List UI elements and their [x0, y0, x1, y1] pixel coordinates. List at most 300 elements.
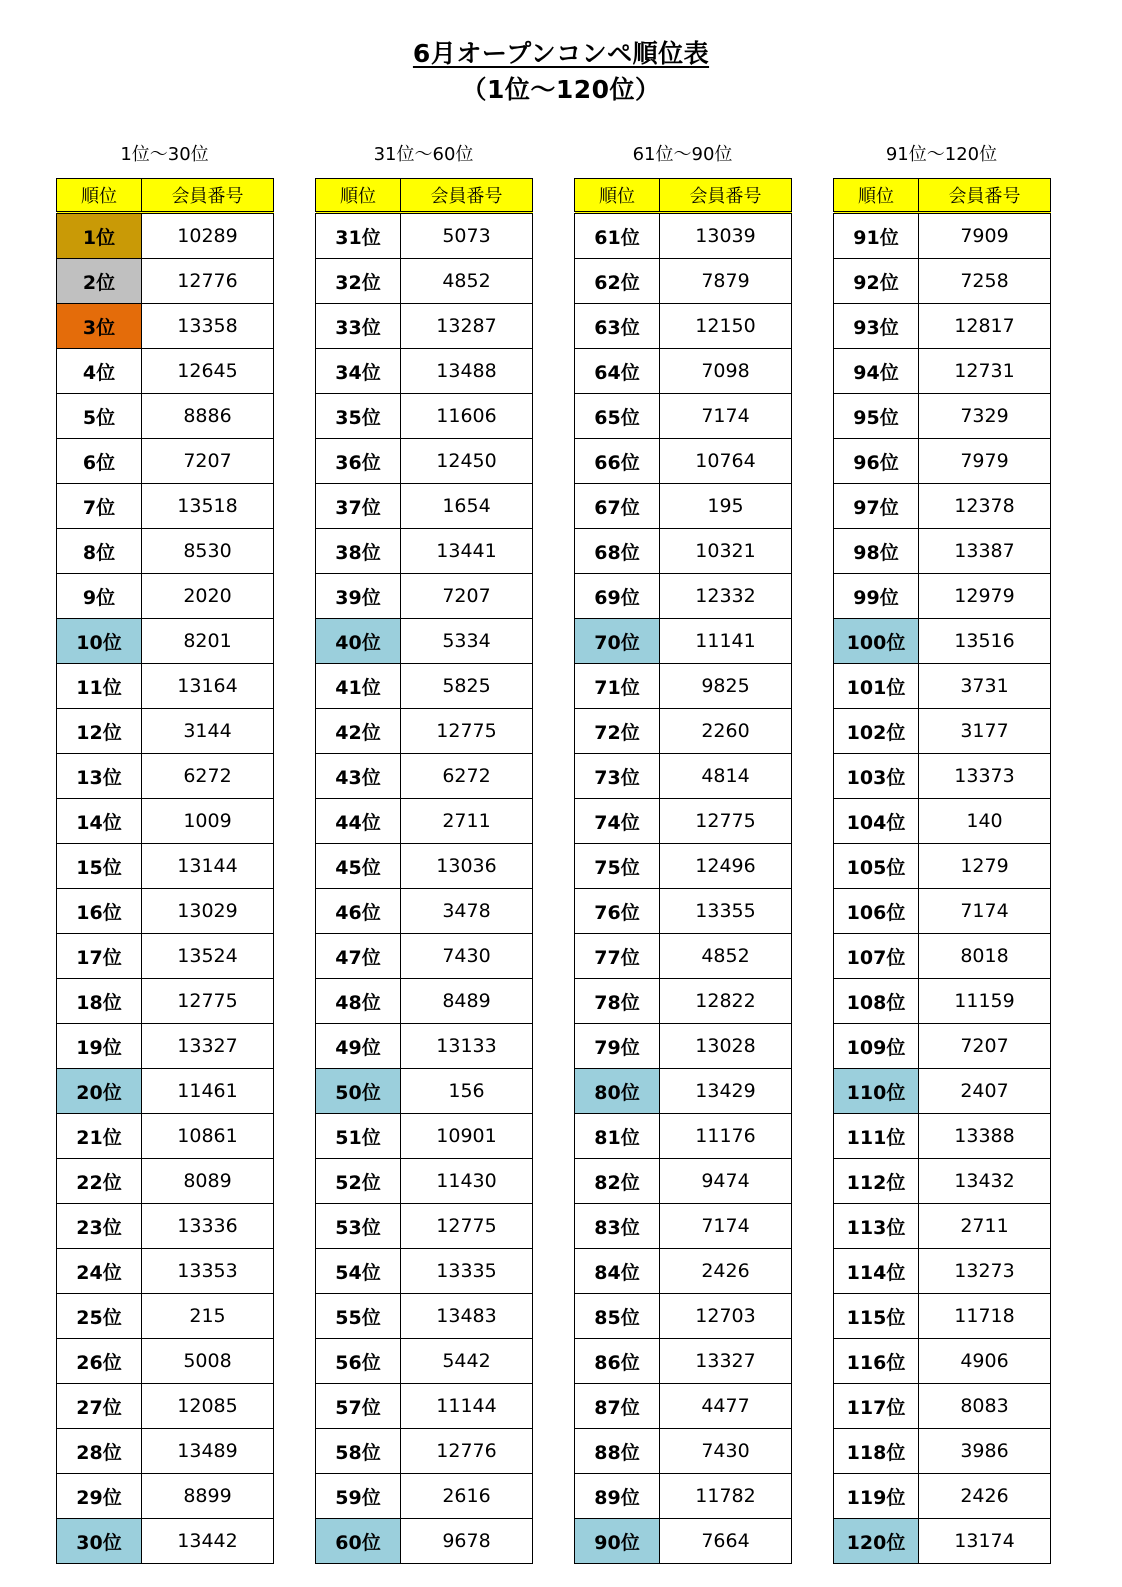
rank-cell: 96位: [834, 439, 919, 484]
table-row: [316, 1384, 533, 1429]
table-row: [575, 1024, 792, 1069]
member-number-cell: 8083: [919, 1384, 1051, 1429]
table-row: [834, 259, 1051, 304]
rank-cell: 110位: [834, 1069, 919, 1114]
table-row: [316, 1069, 533, 1114]
rank-cell: 86位: [575, 1339, 660, 1384]
rank-cell: 39位: [316, 574, 401, 619]
table-row: [316, 1519, 533, 1564]
table-row: [834, 574, 1051, 619]
rank-cell: 93位: [834, 304, 919, 349]
member-number-cell: 1009: [142, 799, 274, 844]
rank-cell: 22位: [57, 1159, 142, 1204]
table-row: [834, 979, 1051, 1024]
rank-cell: 19位: [57, 1024, 142, 1069]
table-row: [57, 889, 274, 934]
rank-cell: 46位: [316, 889, 401, 934]
member-number-cell: 11606: [401, 394, 533, 439]
ranking-block-2: [315, 144, 532, 1564]
member-number-cell: 11718: [919, 1294, 1051, 1339]
rank-column-header: 順位: [834, 179, 919, 213]
table-row: [834, 1384, 1051, 1429]
member-number-cell: 7430: [660, 1429, 792, 1474]
table-row: [575, 979, 792, 1024]
rank-cell: 90位: [575, 1519, 660, 1564]
table-row: [834, 349, 1051, 394]
ranking-table: [315, 178, 533, 1564]
member-number-cell: 13327: [660, 1339, 792, 1384]
table-row: [575, 754, 792, 799]
ranking-block-3: [574, 144, 791, 1564]
member-number-cell: 8489: [401, 979, 533, 1024]
table-row: [316, 394, 533, 439]
rank-cell: 74位: [575, 799, 660, 844]
member-number-column-header: 会員番号: [142, 179, 274, 213]
table-header-row: [575, 179, 792, 213]
member-number-cell: 13336: [142, 1204, 274, 1249]
rank-cell: 21位: [57, 1114, 142, 1159]
table-header-row: [834, 179, 1051, 213]
member-number-cell: 2426: [660, 1249, 792, 1294]
table-row: [834, 754, 1051, 799]
member-number-cell: 3986: [919, 1429, 1051, 1474]
table-row: [57, 574, 274, 619]
member-number-cell: 195: [660, 484, 792, 529]
rank-cell: 100位: [834, 619, 919, 664]
table-row: [575, 664, 792, 709]
block-range-label: 61位～90位: [632, 144, 733, 165]
rank-cell: 56位: [316, 1339, 401, 1384]
rank-cell: 43位: [316, 754, 401, 799]
rank-cell: 80位: [575, 1069, 660, 1114]
member-number-cell: 13353: [142, 1249, 274, 1294]
member-number-cell: 13358: [142, 304, 274, 349]
member-number-cell: 11782: [660, 1474, 792, 1519]
table-row: [575, 619, 792, 664]
member-number-cell: 12645: [142, 349, 274, 394]
table-row: [834, 1069, 1051, 1114]
table-row: [316, 304, 533, 349]
rank-cell: 37位: [316, 484, 401, 529]
table-row: [57, 754, 274, 799]
rank-cell: 102位: [834, 709, 919, 754]
member-number-cell: 7098: [660, 349, 792, 394]
table-row: [834, 439, 1051, 484]
member-number-cell: 9678: [401, 1519, 533, 1564]
rank-cell: 20位: [57, 1069, 142, 1114]
rank-cell: 58位: [316, 1429, 401, 1474]
member-number-cell: 7207: [919, 1024, 1051, 1069]
rank-cell: 7位: [57, 484, 142, 529]
rank-cell: 98位: [834, 529, 919, 574]
ranking-table: [574, 178, 792, 1564]
member-number-cell: 7258: [919, 259, 1051, 304]
rank-cell: 10位: [57, 619, 142, 664]
rank-cell: 32位: [316, 259, 401, 304]
member-number-cell: 8089: [142, 1159, 274, 1204]
member-number-cell: 10289: [142, 213, 274, 259]
member-number-cell: 13429: [660, 1069, 792, 1114]
rank-cell: 65位: [575, 394, 660, 439]
table-row: [57, 799, 274, 844]
rank-cell: 33位: [316, 304, 401, 349]
table-row: [316, 213, 533, 259]
page-title: [0, 34, 1122, 70]
member-number-cell: 12822: [660, 979, 792, 1024]
block-range-label: 91位～120位: [885, 144, 998, 165]
member-number-cell: 4814: [660, 754, 792, 799]
table-row: [575, 484, 792, 529]
table-row: [57, 1204, 274, 1249]
member-number-cell: 12496: [660, 844, 792, 889]
table-row: [575, 844, 792, 889]
table-row: [57, 1474, 274, 1519]
table-row: [575, 889, 792, 934]
member-number-cell: 7979: [919, 439, 1051, 484]
table-row: [316, 979, 533, 1024]
rank-cell: 99位: [834, 574, 919, 619]
table-row: [575, 1474, 792, 1519]
rank-cell: 11位: [57, 664, 142, 709]
member-number-cell: 8899: [142, 1474, 274, 1519]
member-number-cell: 215: [142, 1294, 274, 1339]
member-number-cell: 12150: [660, 304, 792, 349]
table-row: [316, 619, 533, 664]
rank-cell: 25位: [57, 1294, 142, 1339]
member-number-cell: 13432: [919, 1159, 1051, 1204]
table-row: [575, 1249, 792, 1294]
rank-cell: 82位: [575, 1159, 660, 1204]
block-range-label: 31位～60位: [373, 144, 474, 165]
table-row: [57, 1114, 274, 1159]
rank-cell: 111位: [834, 1114, 919, 1159]
rank-column-header: 順位: [575, 179, 660, 213]
rank-cell: 62位: [575, 259, 660, 304]
rank-cell: 49位: [316, 1024, 401, 1069]
member-number-cell: 7207: [401, 574, 533, 619]
ranking-block-1: [56, 144, 273, 1564]
rank-cell: 57位: [316, 1384, 401, 1429]
rank-cell: 36位: [316, 439, 401, 484]
rank-cell: 91位: [834, 213, 919, 259]
table-row: [316, 1429, 533, 1474]
member-number-cell: 12378: [919, 484, 1051, 529]
table-row: [575, 213, 792, 259]
member-number-cell: 8886: [142, 394, 274, 439]
member-number-cell: 5825: [401, 664, 533, 709]
table-row: [834, 1294, 1051, 1339]
rank-cell: 34位: [316, 349, 401, 394]
member-number-cell: 7664: [660, 1519, 792, 1564]
table-row: [834, 619, 1051, 664]
member-number-cell: 2711: [401, 799, 533, 844]
rank-cell: 69位: [575, 574, 660, 619]
table-row: [316, 934, 533, 979]
rank-cell: 2位: [57, 259, 142, 304]
rank-cell: 112位: [834, 1159, 919, 1204]
rank-cell: 75位: [575, 844, 660, 889]
member-number-cell: 11141: [660, 619, 792, 664]
member-number-cell: 10901: [401, 1114, 533, 1159]
rank-cell: 85位: [575, 1294, 660, 1339]
member-number-cell: 13327: [142, 1024, 274, 1069]
table-row: [575, 934, 792, 979]
table-row: [57, 1159, 274, 1204]
rank-cell: 81位: [575, 1114, 660, 1159]
rank-column-header: 順位: [57, 179, 142, 213]
rank-cell: 79位: [575, 1024, 660, 1069]
member-number-cell: 12085: [142, 1384, 274, 1429]
ranking-table: [56, 178, 274, 1564]
member-number-cell: 8530: [142, 529, 274, 574]
member-number-cell: 12817: [919, 304, 1051, 349]
member-number-column-header: 会員番号: [660, 179, 792, 213]
table-row: [575, 1204, 792, 1249]
member-number-cell: 8018: [919, 934, 1051, 979]
table-row: [57, 709, 274, 754]
member-number-cell: 13029: [142, 889, 274, 934]
member-number-cell: 3478: [401, 889, 533, 934]
rank-cell: 51位: [316, 1114, 401, 1159]
member-number-cell: 13028: [660, 1024, 792, 1069]
rank-cell: 119位: [834, 1474, 919, 1519]
table-row: [834, 484, 1051, 529]
rank-cell: 12位: [57, 709, 142, 754]
member-number-cell: 11461: [142, 1069, 274, 1114]
rank-cell: 120位: [834, 1519, 919, 1564]
member-number-cell: 2711: [919, 1204, 1051, 1249]
table-row: [316, 799, 533, 844]
member-number-cell: 8201: [142, 619, 274, 664]
table-row: [834, 1204, 1051, 1249]
table-row: [834, 799, 1051, 844]
rank-cell: 68位: [575, 529, 660, 574]
table-row: [575, 1294, 792, 1339]
member-number-column-header: 会員番号: [401, 179, 533, 213]
table-row: [57, 1069, 274, 1114]
table-row: [834, 1249, 1051, 1294]
table-row: [834, 1474, 1051, 1519]
rank-column-header: 順位: [316, 179, 401, 213]
table-row: [575, 1159, 792, 1204]
rank-cell: 114位: [834, 1249, 919, 1294]
table-row: [316, 844, 533, 889]
member-number-cell: 7430: [401, 934, 533, 979]
ranking-block-4: [833, 144, 1050, 1564]
table-row: [57, 349, 274, 394]
table-row: [575, 1519, 792, 1564]
table-row: [316, 1024, 533, 1069]
rank-cell: 5位: [57, 394, 142, 439]
member-number-cell: 7174: [660, 394, 792, 439]
member-number-cell: 7174: [919, 889, 1051, 934]
member-number-cell: 12775: [142, 979, 274, 1024]
rank-cell: 44位: [316, 799, 401, 844]
table-row: [57, 1249, 274, 1294]
table-row: [316, 1339, 533, 1384]
rank-cell: 67位: [575, 484, 660, 529]
rank-cell: 9位: [57, 574, 142, 619]
rank-cell: 73位: [575, 754, 660, 799]
member-number-cell: 13483: [401, 1294, 533, 1339]
rank-cell: 8位: [57, 529, 142, 574]
member-number-cell: 12775: [401, 709, 533, 754]
page-subtitle: （1位～120位）: [461, 75, 661, 104]
rank-cell: 53位: [316, 1204, 401, 1249]
rank-cell: 105位: [834, 844, 919, 889]
table-row: [575, 529, 792, 574]
member-number-cell: 12775: [660, 799, 792, 844]
member-number-cell: 2407: [919, 1069, 1051, 1114]
rank-cell: 59位: [316, 1474, 401, 1519]
table-row: [834, 304, 1051, 349]
rank-cell: 29位: [57, 1474, 142, 1519]
member-number-column-header: 会員番号: [919, 179, 1051, 213]
member-number-cell: 3144: [142, 709, 274, 754]
table-row: [834, 529, 1051, 574]
rank-cell: 97位: [834, 484, 919, 529]
member-number-cell: 156: [401, 1069, 533, 1114]
member-number-cell: 7329: [919, 394, 1051, 439]
member-number-cell: 12332: [660, 574, 792, 619]
block-range-label: 1位～30位: [120, 144, 209, 165]
table-header-row: [57, 179, 274, 213]
rank-cell: 70位: [575, 619, 660, 664]
table-row: [57, 1384, 274, 1429]
table-row: [57, 304, 274, 349]
table-row: [575, 1384, 792, 1429]
member-number-cell: 10764: [660, 439, 792, 484]
table-row: [57, 484, 274, 529]
rank-cell: 60位: [316, 1519, 401, 1564]
rank-cell: 16位: [57, 889, 142, 934]
table-row: [575, 1069, 792, 1114]
table-row: [575, 709, 792, 754]
member-number-cell: 13488: [401, 349, 533, 394]
member-number-cell: 5008: [142, 1339, 274, 1384]
table-row: [57, 1294, 274, 1339]
rank-cell: 115位: [834, 1294, 919, 1339]
table-row: [316, 529, 533, 574]
member-number-cell: 11159: [919, 979, 1051, 1024]
rank-cell: 41位: [316, 664, 401, 709]
table-row: [316, 1114, 533, 1159]
rank-cell: 42位: [316, 709, 401, 754]
rank-cell: 52位: [316, 1159, 401, 1204]
table-row: [57, 664, 274, 709]
rank-cell: 31位: [316, 213, 401, 259]
table-row: [834, 1519, 1051, 1564]
table-row: [57, 979, 274, 1024]
member-number-cell: 1654: [401, 484, 533, 529]
rank-cell: 72位: [575, 709, 660, 754]
rank-cell: 26位: [57, 1339, 142, 1384]
rank-cell: 55位: [316, 1294, 401, 1339]
member-number-cell: 11144: [401, 1384, 533, 1429]
rank-cell: 1位: [57, 213, 142, 259]
table-row: [316, 709, 533, 754]
rank-cell: 61位: [575, 213, 660, 259]
table-row: [57, 934, 274, 979]
member-number-cell: 4852: [401, 259, 533, 304]
table-row: [575, 349, 792, 394]
rank-cell: 109位: [834, 1024, 919, 1069]
table-row: [316, 1249, 533, 1294]
member-number-cell: 12776: [142, 259, 274, 304]
table-row: [575, 1339, 792, 1384]
member-number-cell: 13273: [919, 1249, 1051, 1294]
table-row: [575, 304, 792, 349]
member-number-cell: 10861: [142, 1114, 274, 1159]
member-number-cell: 13335: [401, 1249, 533, 1294]
member-number-cell: 7909: [919, 213, 1051, 259]
rank-cell: 83位: [575, 1204, 660, 1249]
table-row: [57, 439, 274, 484]
member-number-cell: 7207: [142, 439, 274, 484]
table-row: [575, 259, 792, 304]
member-number-cell: 13164: [142, 664, 274, 709]
rank-cell: 4位: [57, 349, 142, 394]
member-number-cell: 3731: [919, 664, 1051, 709]
table-row: [316, 484, 533, 529]
member-number-cell: 12775: [401, 1204, 533, 1249]
rank-cell: 15位: [57, 844, 142, 889]
table-row: [834, 394, 1051, 439]
member-number-cell: 7174: [660, 1204, 792, 1249]
member-number-cell: 140: [919, 799, 1051, 844]
rank-cell: 76位: [575, 889, 660, 934]
table-row: [834, 1114, 1051, 1159]
rank-cell: 88位: [575, 1429, 660, 1474]
rank-cell: 78位: [575, 979, 660, 1024]
member-number-cell: 4477: [660, 1384, 792, 1429]
member-number-cell: 9474: [660, 1159, 792, 1204]
table-row: [834, 1024, 1051, 1069]
member-number-cell: 13489: [142, 1429, 274, 1474]
member-number-cell: 3177: [919, 709, 1051, 754]
member-number-cell: 13387: [919, 529, 1051, 574]
table-row: [57, 619, 274, 664]
member-number-cell: 4852: [660, 934, 792, 979]
member-number-cell: 13174: [919, 1519, 1051, 1564]
member-number-cell: 5334: [401, 619, 533, 664]
table-row: [834, 889, 1051, 934]
table-row: [575, 1429, 792, 1474]
table-row: [834, 844, 1051, 889]
ranking-table: [833, 178, 1051, 1564]
rank-cell: 63位: [575, 304, 660, 349]
table-row: [57, 213, 274, 259]
rank-cell: 113位: [834, 1204, 919, 1249]
rank-cell: 66位: [575, 439, 660, 484]
rank-cell: 35位: [316, 394, 401, 439]
table-row: [316, 574, 533, 619]
table-row: [57, 1519, 274, 1564]
member-number-cell: 13133: [401, 1024, 533, 1069]
member-number-cell: 2426: [919, 1474, 1051, 1519]
table-row: [834, 709, 1051, 754]
rank-cell: 38位: [316, 529, 401, 574]
rank-cell: 104位: [834, 799, 919, 844]
rank-cell: 54位: [316, 1249, 401, 1294]
member-number-cell: 2260: [660, 709, 792, 754]
rank-cell: 6位: [57, 439, 142, 484]
member-number-cell: 10321: [660, 529, 792, 574]
member-number-cell: 12450: [401, 439, 533, 484]
member-number-cell: 6272: [142, 754, 274, 799]
rank-cell: 50位: [316, 1069, 401, 1114]
page-title-text: 6月オープンコンペ順位表: [412, 39, 710, 68]
